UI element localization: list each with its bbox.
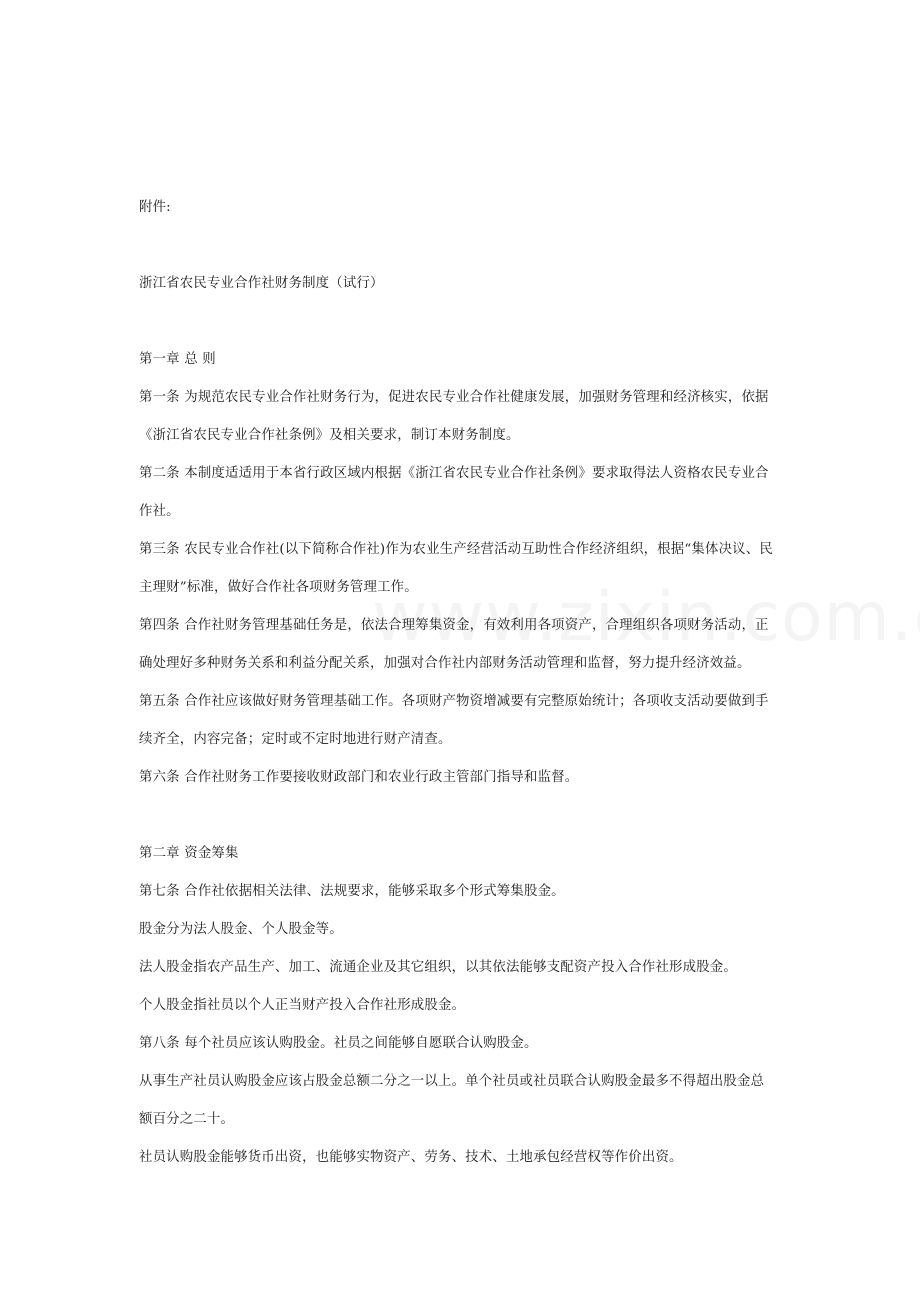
- contribution-forms: 社员认购股金能够货币出资，也能够实物资产、劳务、技术、土地承包经营权等作价出资。: [139, 1150, 683, 1165]
- article-5-line-2: 续齐全，内容完备；定时或不定时地进行财产清查。: [139, 732, 452, 747]
- article-1-line-2: 《浙江省农民专业合作社条例》及相关要求，制订本财务制度。: [139, 428, 520, 443]
- chapter-1-heading: 第一章 总 则: [139, 352, 216, 367]
- article-2-line-1: 第二条 本制度适适用于本省行政区域内根据《浙江省农民专业合作社条例》要求取得法人资格农民专业合: [139, 466, 769, 481]
- article-3-line-2: 主理财”标准，做好合作社各项财务管理工作。: [139, 580, 418, 595]
- document-title: 浙江省农民专业合作社财务制度（试行）: [139, 276, 384, 291]
- chapter-2-heading: 第二章 资金筹集: [139, 846, 239, 861]
- article-3-line-1: 第三条 农民专业合作社(以下简称合作社)作为农业生产经营活动互助性合作经济组织，根据“集体决议、民: [139, 542, 773, 557]
- article-6: 第六条 合作社财务工作要接收财政部门和农业行政主管部门指导和监督。: [139, 770, 579, 785]
- attachment-label: 附件:: [139, 200, 171, 215]
- legal-person-equity: 法人股金指农产品生产、加工、流通企业及其它组织，以其依法能够支配资产投入合作社形成股金。: [139, 960, 737, 975]
- article-5-line-1: 第五条 合作社应该做好财务管理基础工作。各项财产物资增减要有完整原始统计；各项收支活动要做到手: [139, 694, 769, 709]
- article-1-line-1: 第一条 为规范农民专业合作社财务行为，促进农民专业合作社健康发展，加强财务管理和经济核实，依据: [139, 390, 769, 405]
- article-8: 第八条 每个社员应该认购股金。社员之间能够自愿联合认购股金。: [139, 1036, 538, 1051]
- article-7: 第七条 合作社依据相关法律、法规要求，能够采取多个形式筹集股金。: [139, 884, 565, 899]
- article-4-line-1: 第四条 合作社财务管理基础任务是，依法合理筹集资金，有效利用各项资产，合理组织各项财务活动，正: [139, 618, 769, 633]
- equity-share-line-2: 额百分之二十。: [139, 1112, 235, 1127]
- equity-types: 股金分为法人股金、个人股金等。: [139, 922, 343, 937]
- article-2-line-2: 作社。: [139, 504, 180, 519]
- individual-equity: 个人股金指社员以个人正当财产投入合作社形成股金。: [139, 998, 466, 1013]
- article-4-line-2: 确处理好多种财务关系和利益分配关系，加强对合作社内部财务活动管理和监督，努力提升经济效益。: [139, 656, 751, 671]
- equity-share-line-1: 从事生产社员认购股金应该占股金总额二分之一以上。单个社员或社员联合认购股金最多不得超出股金总: [139, 1074, 765, 1089]
